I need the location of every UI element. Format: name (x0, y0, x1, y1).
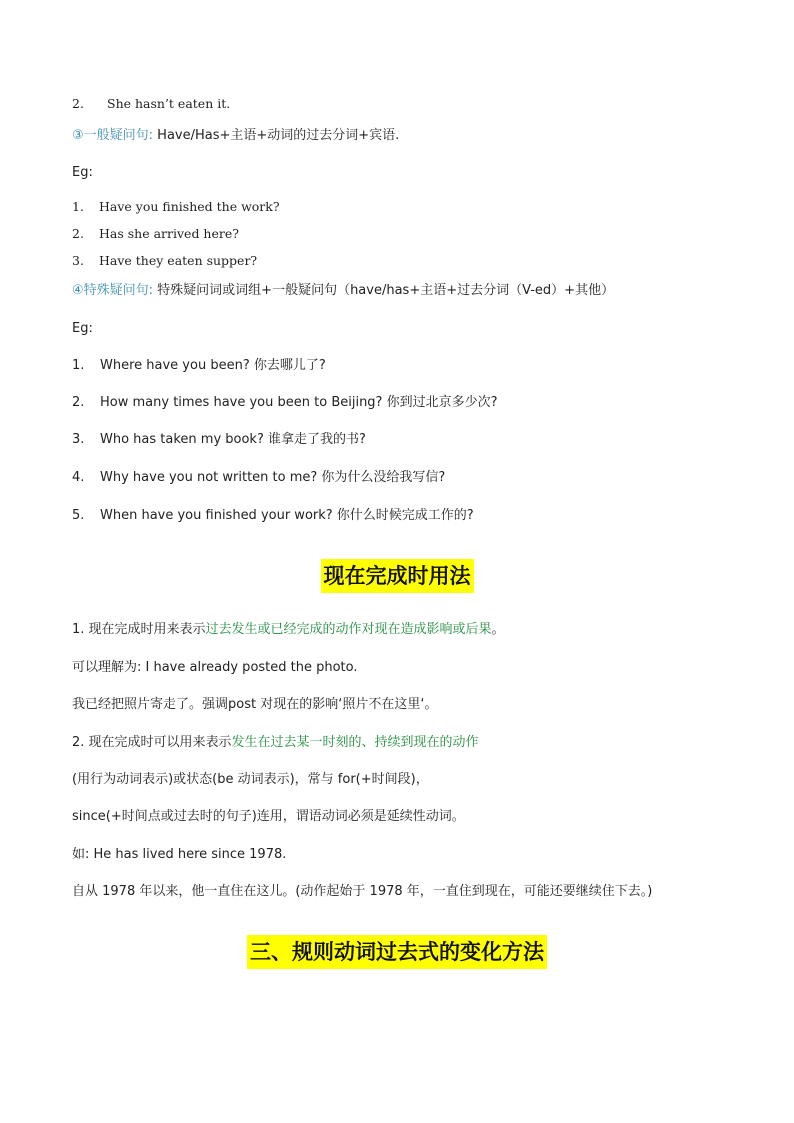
rule-text: Have/Has+主语+动词的过去分词+宾语. (153, 128, 400, 143)
list-number: 3. (72, 432, 85, 447)
paragraph: since(+时间点或过去时的句子)连用，谓语动词必须是延续性动词。 (72, 809, 465, 824)
section-heading (0, 559, 794, 593)
list-item (72, 225, 239, 243)
eg-label: Eg: (72, 165, 93, 180)
list-number: 1. (72, 199, 84, 214)
list-item (72, 507, 474, 525)
usage-highlight: 过去发生或已经完成的动作对现在造成影响或后果 (205, 622, 492, 637)
usage-intro: 1. 现在完成时用来表示 (72, 622, 206, 637)
list-item (72, 431, 366, 449)
usage-1 (72, 621, 505, 639)
list-item-text: Why have you not written to me? 你为什么没给我写信? (100, 470, 446, 485)
section-heading-text: 现在完成时用法 (321, 559, 474, 593)
usage-highlight: 发生在过去某一时刻的、持续到现在的动作 (231, 735, 479, 750)
eg-label: Eg: (72, 321, 93, 336)
wh-question-rule (72, 282, 614, 300)
list-item-text: Have they eaten supper? (99, 253, 258, 268)
list-number: 2. (72, 395, 85, 410)
list-item (72, 198, 280, 216)
yes-no-question-rule (72, 127, 399, 145)
usage-intro: 2. 现在完成时可以用来表示 (72, 735, 232, 750)
list-item-text: Who has taken my book? 谁拿走了我的书? (100, 432, 366, 447)
usage-2 (72, 734, 479, 752)
list-item (72, 469, 445, 487)
list-item-text: Where have you been? 你去哪儿了? (100, 358, 326, 373)
list-number: 5. (72, 508, 85, 523)
paragraph: 如: He has lived here since 1978. (72, 847, 287, 862)
section-heading-text: 三、规则动词过去式的变化方法 (247, 935, 547, 969)
list-item-text: How many times have you been to Beijing? 你到过北京多少次? (100, 395, 498, 410)
list-number: 3. (72, 253, 84, 268)
list-number: 2. (72, 96, 84, 111)
list-number: 1. (72, 358, 85, 373)
paragraph: (用行为动词表示)或状态(be 动词表示)，常与 for(+时间段)， (72, 772, 429, 787)
rule-label: ④特殊疑问句: (72, 283, 154, 298)
rule-label: ③一般疑问句: (72, 128, 154, 143)
list-item-text: When have you finished your work? 你什么时候完成工作的? (100, 508, 474, 523)
rule-text: 特殊疑问词或词组+一般疑问句（have/has+主语+过去分词（V-ed）+其他） (153, 283, 615, 298)
list-item (72, 357, 326, 375)
paragraph: 我已经把照片寄走了。强调post 对现在的影响‘照片不在这里‘。 (72, 697, 438, 712)
paragraph: 可以理解为: I have already posted the photo. (72, 660, 358, 675)
list-item (72, 252, 257, 270)
example-text: She hasn’t eaten it. (107, 96, 231, 111)
list-item-text: Have you finished the work? (99, 199, 280, 214)
section-heading (0, 935, 794, 969)
list-number: 2. (72, 226, 84, 241)
list-item (72, 394, 498, 412)
paragraph: 自从 1978 年以来，他一直住在这儿。(动作起始于 1978 年，一直住到现在，可能还要继续住下去。) (72, 884, 653, 899)
list-number: 4. (72, 470, 85, 485)
example-line-2 (72, 95, 230, 113)
list-item-text: Has she arrived here? (99, 226, 239, 241)
usage-end: 。 (491, 622, 505, 637)
